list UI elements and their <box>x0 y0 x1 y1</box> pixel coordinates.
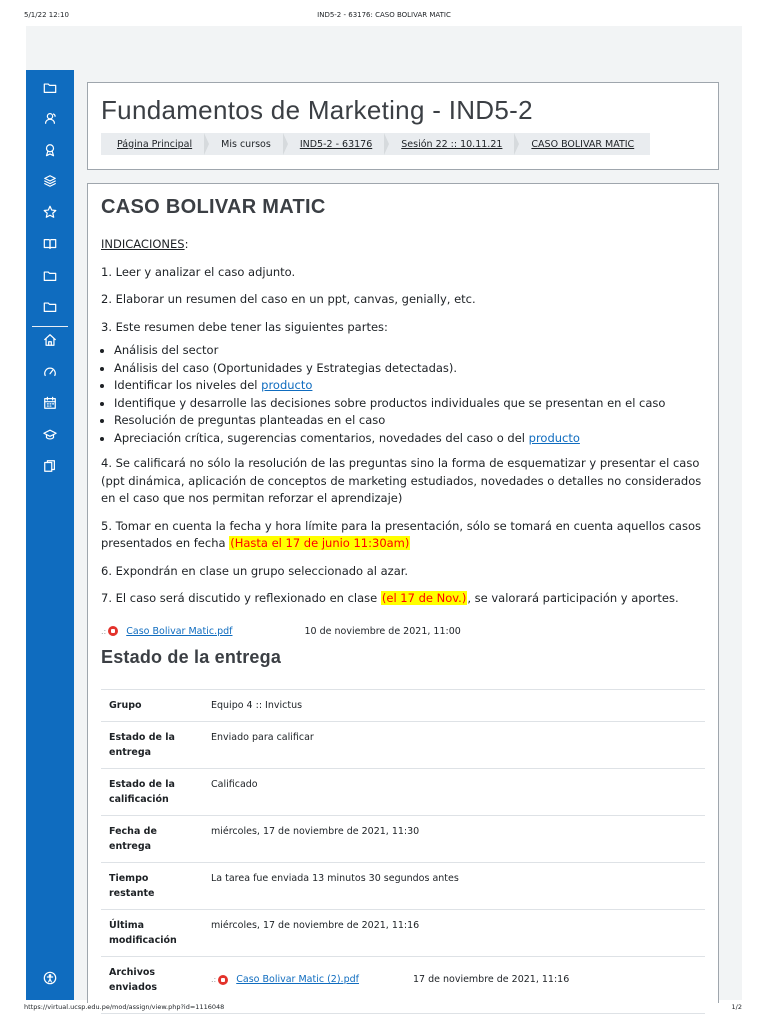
instruction-2: 2. Elaborar un resumen del caso en un ppt, canvas, genially, etc. <box>101 292 476 306</box>
row-label: Última modificación <box>101 910 203 957</box>
calendar-icon[interactable] <box>42 395 58 411</box>
left-nav-drawer <box>26 70 74 1000</box>
folder-icon[interactable] <box>42 299 58 315</box>
breadcrumb-session[interactable]: Sesión 22 :: 10.11.21 <box>401 138 503 150</box>
course-header <box>87 82 719 170</box>
row-value: miércoles, 17 de noviembre de 2021, 11:30 <box>203 816 705 863</box>
instruction-4: 4. Se calificará no sólo la resolución de las preguntas sino la forma de esquematizar y presentar el caso (ppt dinámica, aplicación de conceptos de marketing estudiados, novedades o detalles no considerados en el caso que nos permitan reforzar el aprendizaje) <box>101 456 702 505</box>
deadline-highlight: (Hasta el 17 de junio 11:30am) <box>230 536 410 550</box>
table-row <box>101 816 705 863</box>
folder-icon[interactable] <box>42 80 58 96</box>
instruction-7-text: 7. El caso será discutido y reflexionado en clase <box>101 591 381 605</box>
print-footer <box>0 1001 768 1013</box>
discussion-date-highlight: (el 17 de Nov.) <box>381 591 467 605</box>
breadcrumb-course[interactable]: IND5-2 - 63176 <box>299 138 373 150</box>
row-value: miércoles, 17 de noviembre de 2021, 11:16 <box>203 910 705 957</box>
print-datetime: 5/1/22 12:10 <box>24 11 69 19</box>
dashboard-icon[interactable] <box>42 364 58 380</box>
instruction-3: 3. Este resumen debe tener las siguientes partes: <box>101 319 388 334</box>
instruction-1: 1. Leer y analizar el caso adjunto. <box>101 264 296 279</box>
star-icon[interactable] <box>42 204 58 220</box>
indications-label: INDICACIONES <box>101 237 185 251</box>
print-doc-title: IND5-2 - 63176: CASO BOLIVAR MATIC <box>317 11 451 19</box>
submitted-file <box>211 972 697 987</box>
assignment-card <box>87 183 719 1003</box>
indications-heading <box>101 236 711 254</box>
sidebar-divider <box>32 326 68 327</box>
row-label: Estado de la calificación <box>101 769 203 816</box>
breadcrumb <box>101 133 650 155</box>
submitted-file-date: 17 de noviembre de 2021, 11:16 <box>412 974 570 985</box>
row-value: Equipo 4 :: Invictus <box>203 690 705 722</box>
course-title: Fundamentos de Marketing - IND5-2 <box>101 95 533 125</box>
print-page-number: 1/2 <box>731 1003 742 1011</box>
table-row <box>101 690 705 722</box>
pdf-icon <box>108 626 118 636</box>
attachment-link[interactable]: Caso Bolivar Matic.pdf <box>126 625 233 637</box>
list-item-text: Identificar los niveles del <box>114 378 262 392</box>
contacts-icon[interactable] <box>42 110 58 126</box>
assignment-intro <box>101 236 711 618</box>
instruction-7 <box>101 590 711 608</box>
assignment-title: CASO BOLIVAR MATIC <box>101 196 326 218</box>
badge-icon[interactable] <box>42 142 58 158</box>
list-item: • Resolución de preguntas planteadas en el caso <box>114 412 711 430</box>
breadcrumb-my-courses: Mis cursos <box>221 138 271 150</box>
print-url: https://virtual.ucsp.edu.pe/mod/assign/view.php?id=1116048 <box>24 1003 225 1011</box>
table-row <box>101 910 705 957</box>
table-row <box>101 722 705 769</box>
list-item: • Identifique y desarrolle las decisiones sobre productos individuales que se presentan en el caso <box>114 395 711 413</box>
instruction-5 <box>101 518 711 553</box>
list-item-text: Apreciación crítica, sugerencias comentarios, novedades del caso o del <box>114 430 529 445</box>
glossary-link-producto[interactable]: producto <box>261 378 313 392</box>
summary-parts-list <box>101 342 711 447</box>
intro-attachment <box>101 624 461 638</box>
tree-connector-icon: .: <box>211 975 217 984</box>
row-label: Estado de la entrega <box>101 722 203 769</box>
list-item: • Análisis del sector <box>114 342 711 360</box>
breadcrumb-assignment[interactable]: CASO BOLIVAR MATIC <box>531 138 635 150</box>
graduation-cap-icon[interactable] <box>42 427 58 443</box>
submission-status-table <box>101 689 705 1014</box>
row-label: Fecha de entrega <box>101 816 203 863</box>
list-item <box>114 377 711 395</box>
indications-colon: : <box>184 237 189 251</box>
row-value: Enviado para calificar <box>203 722 705 769</box>
pdf-icon <box>218 975 228 985</box>
book-icon[interactable] <box>42 236 58 252</box>
submitted-file-link[interactable]: Caso Bolivar Matic (2).pdf <box>236 974 359 985</box>
row-label: Grupo <box>101 690 203 722</box>
instruction-6: 6. Expondrán en clase un grupo seleccionado al azar. <box>101 563 409 578</box>
layers-icon[interactable] <box>42 173 58 189</box>
list-item <box>114 430 711 448</box>
attachment-date: 10 de noviembre de 2021, 11:00 <box>304 625 461 637</box>
table-row <box>101 769 705 816</box>
files-icon[interactable] <box>42 458 58 474</box>
tree-connector-icon: .: <box>101 626 107 636</box>
glossary-link-producto[interactable]: producto <box>528 430 580 445</box>
submission-status-title: Estado de la entrega <box>101 647 282 667</box>
home-icon[interactable] <box>42 332 58 348</box>
row-value: La tarea fue enviada 13 minutos 30 segundos antes <box>203 863 705 910</box>
list-item: • Análisis del caso (Oportunidades y Estrategias detectadas). <box>114 360 711 378</box>
breadcrumb-home[interactable]: Página Principal <box>117 138 193 150</box>
row-label: Archivos enviados <box>101 957 203 1014</box>
table-row <box>101 863 705 910</box>
instruction-5-text: 5. Tomar en cuenta la fecha y hora límite para la presentación, sólo se tomará en cuenta aquellos casos presentados en fecha <box>101 518 701 550</box>
folder-icon[interactable] <box>42 268 58 284</box>
row-value: Calificado <box>203 769 705 816</box>
print-header <box>0 8 768 22</box>
instruction-7-tail: , se valorará participación y aportes. <box>467 591 679 605</box>
accessibility-icon[interactable] <box>42 970 58 986</box>
row-label: Tiempo restante <box>101 863 203 910</box>
